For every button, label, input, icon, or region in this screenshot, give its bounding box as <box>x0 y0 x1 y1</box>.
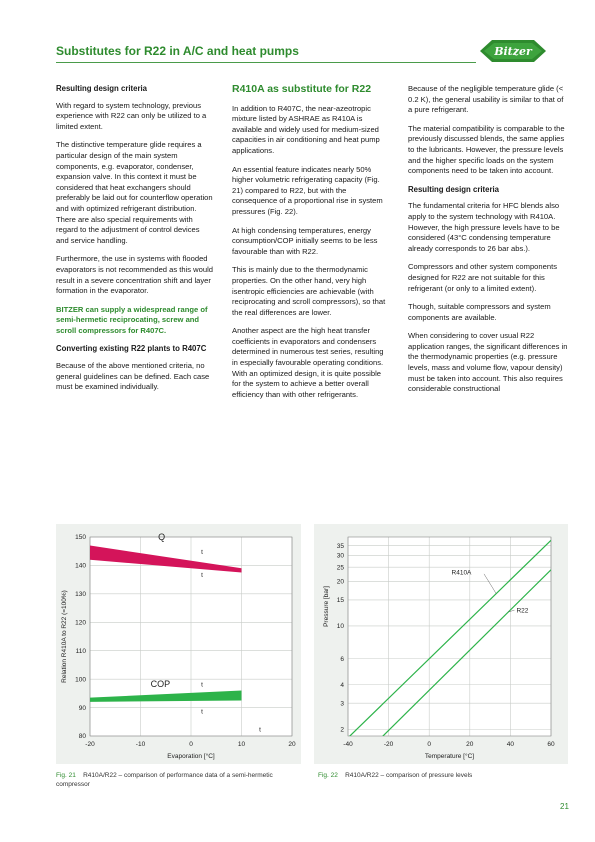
x-axis-title: Evaporation [°C] <box>167 753 215 760</box>
heading-design-criteria: Resulting design criteria <box>56 84 147 93</box>
highlight-paragraph: BITZER can supply a widespread range of semi-hermetic reciprocating, screw and scroll compressors for R407C. <box>56 304 208 335</box>
paragraph: This is mainly due to the thermodynamic properties. On the other hand, very high isentropic efficiencies are achievable (with reciprocating and scroll compressors), so that the real differences are lower. <box>232 265 386 317</box>
paragraph: An essential feature indicates nearly 50% higher volumetric refrigerating capacity (Fig. 21) compared to R22, but with the consequence of a proportional rise in system pressures (Fig. 22). <box>232 164 383 216</box>
text-column-2 <box>232 84 390 408</box>
annotation-label: t <box>259 726 261 734</box>
x-tick-label: -10 <box>135 741 146 748</box>
y-tick-label: 120 <box>75 619 86 627</box>
y-tick-label: 35 <box>336 542 344 550</box>
paragraph: Furthermore, the use in systems with flooded evaporators is not recommended as this would result in a severe concentration shift and layer formation in the evaporator. <box>56 254 214 296</box>
text-column-1 <box>56 84 214 401</box>
y-tick-label: 10 <box>336 623 344 631</box>
caption-text: R410A/R22 – comparison of performance data of a semi-hermetic compressor <box>56 772 273 788</box>
annotation-label: t <box>201 708 203 716</box>
paragraph: The fundamental criteria for HFC blends also apply to the system technology with R410A. However, the high pressure levels have to be considered (43°C condensing temperature already corresponds to 26 bar abs.). <box>408 201 560 253</box>
y-tick-label: 4 <box>340 681 344 689</box>
figure-label: Fig. 21 <box>56 772 76 779</box>
y-tick-label: 90 <box>78 704 86 712</box>
paragraph: At high condensing temperatures, energy consumption/COP initially seems to be less favourable than with R22. <box>232 225 378 256</box>
figure-22-caption <box>318 772 568 781</box>
annotation-label: t <box>201 681 203 689</box>
y-tick-label: 140 <box>75 562 86 570</box>
paragraph: Compressors and other system components designed for R22 are not suitable for this refrigerant (or only to a limited extent). <box>408 262 557 293</box>
y-tick-label: 3 <box>340 700 344 708</box>
series-label-r410a: R410A <box>451 569 472 577</box>
y-tick-label: 25 <box>336 564 344 572</box>
annotation-label: t <box>201 571 203 579</box>
paragraph: With regard to system technology, previous experience with R22 can only be utilized to a limited extent. <box>56 100 207 131</box>
x-tick-label: 40 <box>506 741 515 748</box>
y-tick-label: 130 <box>75 591 86 599</box>
paragraph: Because of the above mentioned criteria, no general guidelines can be defined. Each case must be examined individually. <box>56 361 210 392</box>
annotation-label: t <box>201 549 203 557</box>
series-label-r22: R22 <box>516 607 529 615</box>
y-tick-label: 20 <box>336 578 344 586</box>
y-tick-label: 6 <box>340 655 344 663</box>
heading-design-criteria: Resulting design criteria <box>408 184 499 194</box>
y-axis-title: Pressure [bar] <box>323 586 330 627</box>
heading-converting: Converting existing R22 plants to R407C <box>56 344 207 354</box>
y-tick-label: 15 <box>336 597 344 605</box>
bitzer-logo <box>478 34 548 68</box>
header-divider <box>56 62 476 63</box>
x-tick-label: 20 <box>288 741 296 748</box>
paragraph: The distinctive temperature glide requires a particular design of the main system components, e.g. evaporator, condenser, expansion valve. In this context it must be considered that heat exchangers should preferably be laid out for counterflow operation and with optimized refrigerant distribution. There are also special requirements with regard to the adjustment of control devices and service handling. <box>56 140 213 245</box>
figure-22-panel <box>314 524 568 764</box>
y-axis-title: Relation R410A to R22 (=100%) <box>61 590 68 683</box>
y-tick-label: 2 <box>340 726 344 734</box>
series-label-q0: Q <box>158 531 166 542</box>
svg-text:Bitzer: Bitzer <box>494 45 532 58</box>
figure-21-panel <box>56 524 301 764</box>
paragraph: The material compatibility is comparable to the previously discussed blends, the same applies to the lubricants. However, the pressure levels and the higher specific loads on the system components need to be taken into account. <box>408 123 565 176</box>
y-tick-label: 80 <box>78 733 86 741</box>
x-tick-label: 60 <box>547 741 555 748</box>
x-tick-label: 20 <box>466 741 474 748</box>
x-tick-label: -20 <box>383 741 394 748</box>
page-number: 21 <box>560 802 569 811</box>
x-tick-label: 0 <box>427 741 432 748</box>
paragraph: Because of the negligible temperature glide (< 0.2 K), the general usability is similar to that of a pure refrigerant. <box>408 84 564 115</box>
y-tick-label: 100 <box>75 676 86 684</box>
figure-22-chart <box>314 524 568 764</box>
figure-21-chart <box>56 524 301 764</box>
paragraph: Another aspect are the high heat transfer coefficients in evaporators and condensers determined in numerous test series, resulting in especially favourable operating conditions. With an optimized design, it is quite possible for the system to achieve a better overall efficiency than with other refrigerants. <box>232 326 384 399</box>
paragraph: In addition to R407C, the near-azeotropic mixture listed by ASHRAE as R410A is available and widely used for medium-sized capacities in air conditioning and heat pump applications. <box>232 103 380 155</box>
section-heading: R410A as substitute for R22 <box>232 83 372 95</box>
y-tick-label: 150 <box>75 534 86 542</box>
figure-21-caption <box>56 772 296 789</box>
x-axis-title: Temperature [°C] <box>424 753 475 760</box>
x-tick-label: -40 <box>343 741 353 748</box>
y-tick-label: 110 <box>75 647 86 655</box>
page-title: Substitutes for R22 in A/C and heat pumps <box>56 44 299 58</box>
paragraph: When considering to cover usual R22 application ranges, the significant differences in the thermodynamic properties (e.g. pressure levels, mass and volume flow, vapour density) must be taken into account. This also requires considerable constructional <box>408 331 568 394</box>
series-label-cop: COP <box>150 678 171 689</box>
figure-label: Fig. 22 <box>318 772 338 779</box>
text-column-3 <box>408 84 568 403</box>
x-tick-label: -20 <box>85 741 95 748</box>
paragraph: Though, suitable compressors and system components are available. <box>408 302 551 322</box>
plot-area <box>348 537 551 736</box>
x-tick-label: 10 <box>237 741 246 748</box>
y-tick-label: 30 <box>336 552 344 560</box>
caption-text: R410A/R22 – comparison of pressure levels <box>345 772 473 779</box>
x-tick-label: 0 <box>189 741 193 748</box>
